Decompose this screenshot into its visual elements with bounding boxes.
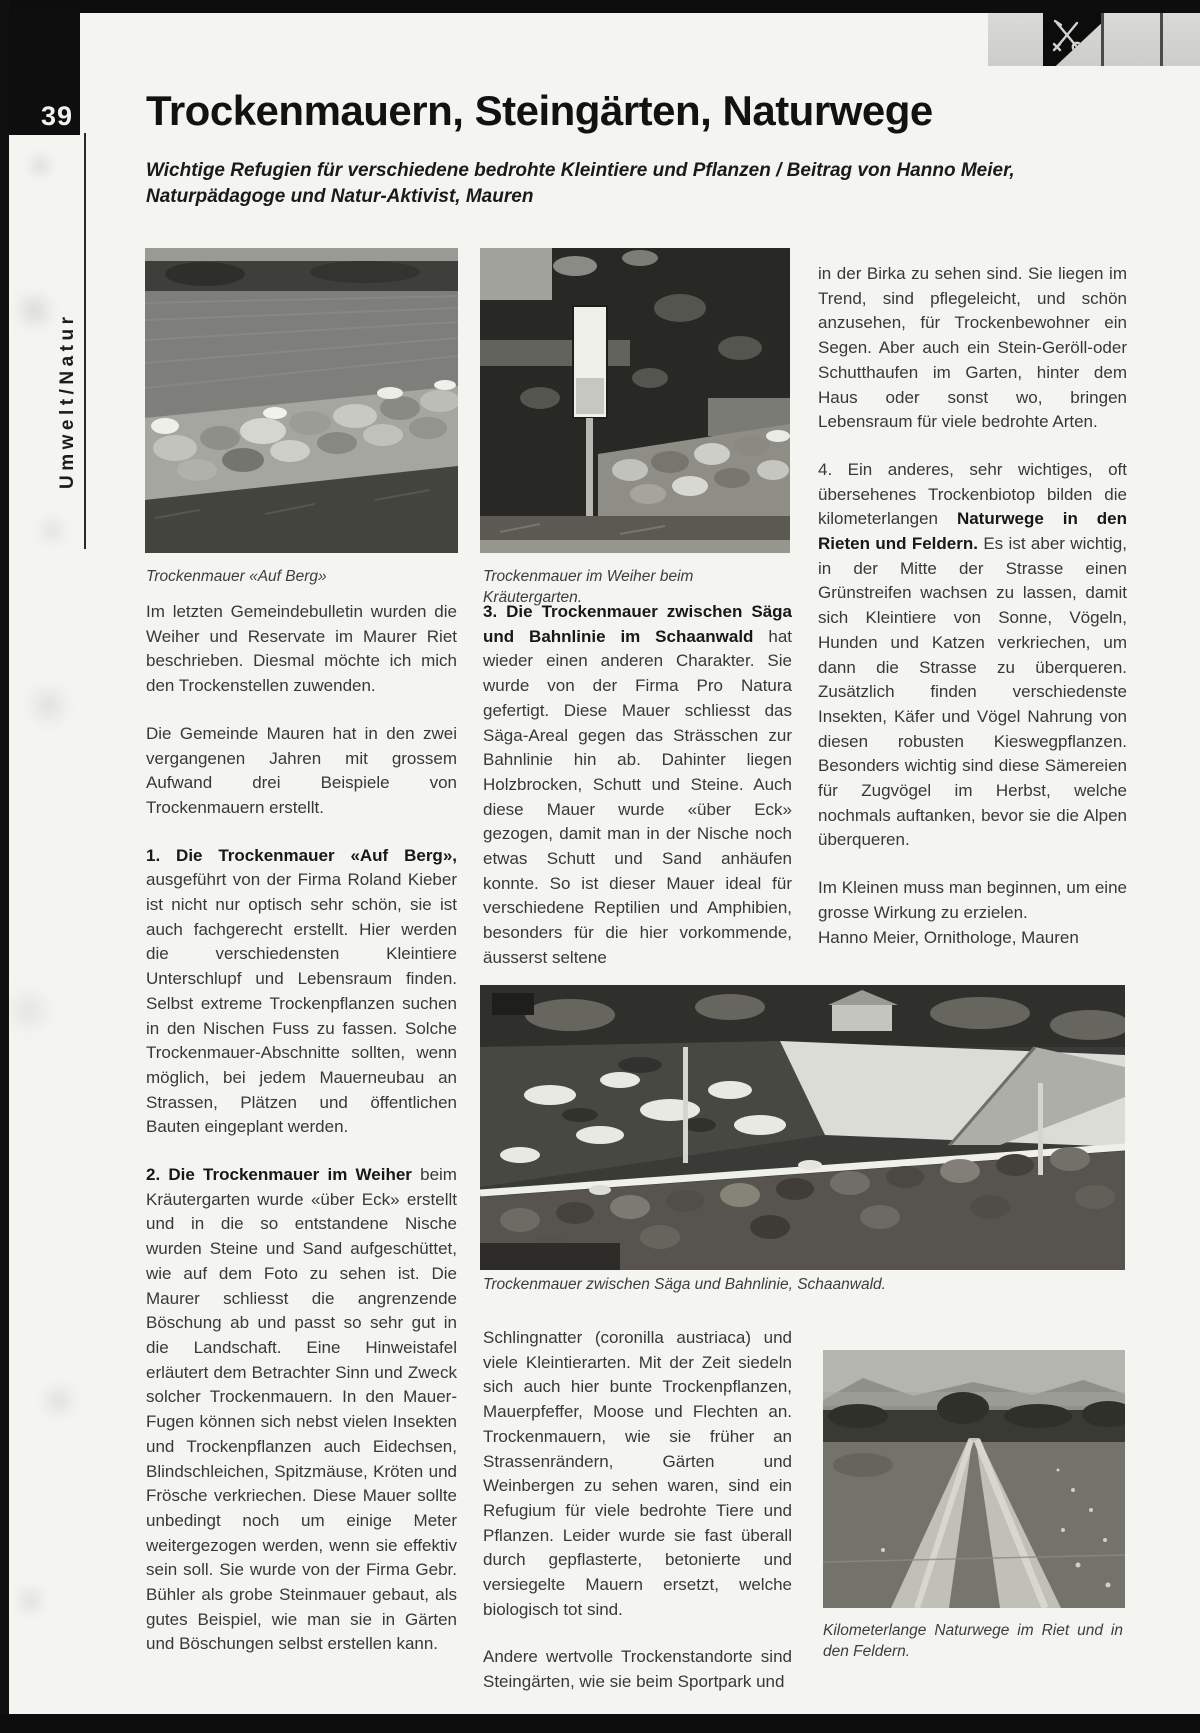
paragraph-text: Die Gemeinde Mauren hat in den zwei vergangenen Jahren mit grossem Aufwand drei Beispiele von Trockenmauern erstellt. xyxy=(146,723,457,817)
corner-pennant xyxy=(1043,13,1101,66)
paragraph-text: Es ist aber wichtig, in der Mitte der Strasse einen Grünstreifen wachsen zu lassen, damit sich Kleintiere von Sonne, Vögeln, Hunden und Katzen verkriechen, um dann die Strasse zu überqueren. Zusätzlich finden verschiedenste Insekten, Käfer und Vögel Nahrung von diesen robusten Kieswegpflanzen. Besonders wichtig sind diese Sämereien für Zugvögel im Herbst, welche nochmals auftanken, bevor sie die Alpen überqueren. xyxy=(818,534,1127,850)
paragraph-text: Im Kleinen muss man beginnen, um eine grosse Wirkung zu erzielen. xyxy=(818,878,1127,922)
photo-saega-bahnlinie xyxy=(480,985,1125,1270)
photo-caption: Trockenmauer «Auf Berg» xyxy=(146,568,327,585)
paragraph xyxy=(818,458,1127,853)
paragraph xyxy=(146,600,457,699)
left-edge-strip xyxy=(0,0,9,1733)
paragraph-text: in der Birka zu sehen sind. Sie liegen im Trend, sind pflegeleicht, und schön anzusehen, für Trockenbewohner ein Segen. Aber auch ein Stein-Geröll-oder Schutthaufen im Garten, hinter dem Haus oder sonst wo, bringen Lebensraum für viele bedrohte Arten. xyxy=(818,264,1127,432)
page-number: 39 xyxy=(40,101,73,131)
paragraph xyxy=(146,1163,457,1657)
article-title: Trockenmauern, Steingärten, Naturwege xyxy=(146,87,933,134)
paragraph xyxy=(818,876,1127,925)
author-signature xyxy=(818,926,1127,951)
text-column-1 xyxy=(146,600,457,1680)
photo-naturweg xyxy=(823,1350,1125,1608)
crossed-keys-icon xyxy=(1047,16,1089,58)
photo-naturweg-image xyxy=(823,1350,1125,1608)
section-label: Umwelt/Natur xyxy=(57,312,78,489)
paragraph-text: ausgeführt von der Firma Roland Kieber ist nicht nur optisch sehr schön, sie ist auch fachgerecht erstellt. Hier werden die verschiedensten Kleintiere Unterschlupf und Lebensraum finden. Selbst extreme Trockenpflanzen suchen in den Nischen Fuss zu fassen. Solche Trockenmauer-Abschnitte sollten, wenn möglich, bei jedem Mauerneubau an Strassen, Plätzen und öffentlichen Bauten eingeplant werden. xyxy=(146,870,457,1137)
text-column-2-upper xyxy=(483,600,792,994)
paragraph xyxy=(483,1326,792,1622)
paragraph-text: Hanno Meier, Ornithologe, Mauren xyxy=(818,927,1079,947)
paragraph xyxy=(483,600,792,971)
paragraph xyxy=(818,262,1127,435)
photo-caption: Trockenmauer im Weiher beim Kräutergarten. xyxy=(483,568,694,606)
paragraph xyxy=(483,1645,792,1694)
paragraph xyxy=(146,722,457,821)
paragraph-lead: 2. Die Trockenmauer im Weiher xyxy=(146,1165,412,1185)
photo-weiher xyxy=(480,248,790,553)
paragraph-lead: 3. Die Trockenmauer zwischen Säga und Bahnlinie im Schaanwald xyxy=(483,602,792,646)
paragraph-text: beim Kräutergarten wurde «über Eck» erstellt und in die so entstandene Nische wurden Steine und Sand aufgeschüttet, wie auf dem Foto zu sehen ist. Die Maurer schliesst die angrenzende Böschung ab und passt so sehr gut in die Landschaft. Eine Hinweistafel erläutert dem Betrachter Sinn und Zweck solcher Trockenmauern. In den Mauer-Fugen können sich nebst vielen Insekten und Trockenpflanzen auch Eidechsen, Blindschleichen, Spitzmäuse, Kröten und Frösche verkriechen. Diese Mauer sollte unbedingt noch um einige Meter weitergezogen werden, wenn sie effektiv sein soll. Sie wurde von der Firma Gebr. Bühler als grobe Steinmauer gebaut, als gutes Beispiel, wie man sie in Gärten und Böschungen selbst erstellen kann. xyxy=(146,1165,457,1654)
paragraph-lead: 1. Die Trockenmauer «Auf Berg», xyxy=(146,845,457,865)
band-divider xyxy=(1160,13,1163,66)
paragraph-text: Andere wertvolle Trockenstandorte sind Steingärten, wie sie beim Sportpark und xyxy=(483,1647,792,1692)
photo-weiher-image xyxy=(480,248,790,553)
photo-caption: Kilometerlange Naturwege im Riet und in den Feldern. xyxy=(823,1622,1123,1660)
paragraph-bold: Naturwege in den Rieten und Feldern. xyxy=(818,509,1127,554)
paragraph-text: Schlingnatter (coronilla austriaca) und viele Kleintierarten. Mit der Zeit siedeln sich auch hier bunte Trockenpflanzen, Mauerpfeffer, Moose und Flechten an. Trockenmauern, wie sie früher an Strassenrändern, Gärten und Weinbergen zu sehen waren, sind ein Refugium für viele bedrohte Tiere und Pflanzen. Leider wurde sie fast überall durch gepflasterte, betonierte und versiegelte Mauern ersetzt, welche biologisch tot sind. xyxy=(483,1328,792,1619)
header-band xyxy=(988,13,1200,66)
band-divider xyxy=(1101,13,1104,66)
paragraph-text: Im letzten Gemeindebulletin wurden die Weiher und Reservate im Maurer Riet beschrieben. Diesmal möchte ich mich den Trockenstellen zuwenden. xyxy=(146,602,457,696)
page-number-box xyxy=(9,13,80,135)
photo-auf-berg xyxy=(145,248,458,553)
paragraph xyxy=(146,844,457,1140)
photo-caption: Trockenmauer zwischen Säga und Bahnlinie, Schaanwald. xyxy=(483,1276,886,1293)
paragraph-text: hat wieder einen anderen Charakter. Sie wurde von der Firma Pro Natura gefertigt. Diese Mauer schliesst das Säga-Areal gegen das Strässchen zur Bahnlinie hin ab. Dahinter liegen Holzbrocken, Schutt und Steine. Auch diese Mauer wurde «über Eck» gezogen, damit man in der Nische noch etwas Schutt und Sand anhäufen konnte. So ist dieser Mauer ideal für verschiedene Reptilien und Amphibien, besonders für die hier vorkommende, äusserst seltene xyxy=(483,626,792,967)
text-column-3 xyxy=(818,262,1127,973)
photo-saega-bahnlinie-image xyxy=(480,985,1125,1270)
article-subtitle: Wichtige Refugien für verschiedene bedrohte Kleintiere und Pflanzen / Beitrag von Hanno Meier, Naturpädagoge und Natur-Aktivist, Mauren xyxy=(146,160,1015,207)
section-divider-line xyxy=(84,133,86,549)
top-border-bar xyxy=(0,0,1200,13)
paragraph-text: 4. Ein anderes, sehr wichtiges, oft übersehenes Trockenbiotop bilden die kilometerlangen xyxy=(818,459,1127,529)
photo-auf-berg-image xyxy=(145,248,458,553)
text-column-2-lower xyxy=(483,1326,792,1718)
